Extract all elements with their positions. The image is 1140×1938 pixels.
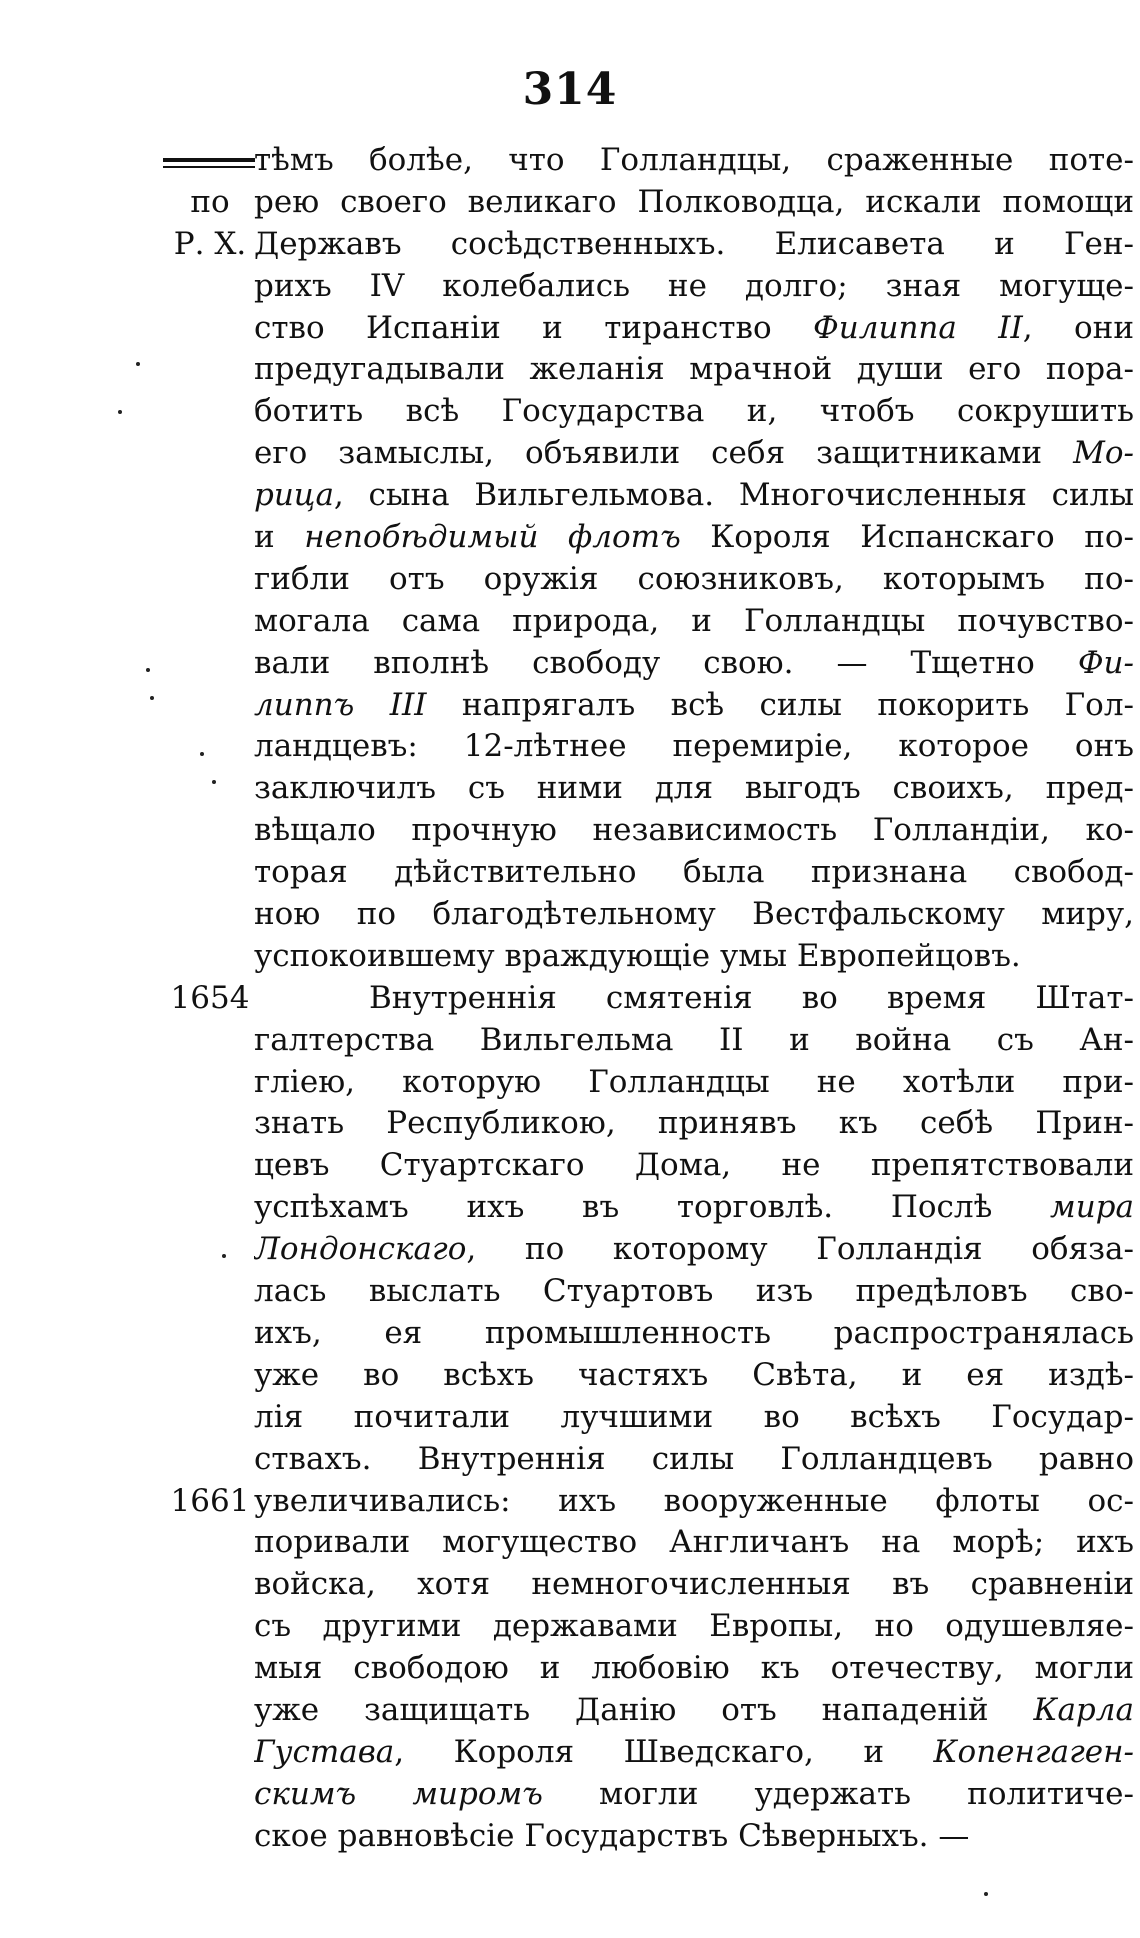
text-line bbox=[254, 1690, 1134, 1732]
italic-text: Лондонскаго bbox=[254, 1231, 467, 1268]
text-run: цевъ Стуартскаго Дома, не препятствовали bbox=[254, 1147, 1134, 1184]
text-run: рею своего великаго Полководца, искали помощи bbox=[254, 183, 1134, 220]
italic-text: мира bbox=[1050, 1189, 1134, 1226]
text-line bbox=[254, 1564, 1134, 1606]
text-line bbox=[254, 1439, 1134, 1481]
text-line bbox=[254, 1816, 1134, 1858]
italic-text: скимъ миромъ bbox=[254, 1775, 543, 1812]
text-run: могала сама природа, и Голландцы почувство- bbox=[254, 602, 1134, 639]
text-run: уже во всѣхъ частяхъ Свѣта, и ея издѣ- bbox=[254, 1356, 1134, 1393]
italic-text: Густава bbox=[254, 1733, 395, 1770]
text-run: предугадывали желанія мрачной души его пора- bbox=[254, 351, 1134, 388]
text-line bbox=[254, 1020, 1134, 1062]
text-line bbox=[254, 1648, 1134, 1690]
text-line bbox=[254, 1062, 1134, 1104]
italic-text: Филиппа II bbox=[813, 309, 1023, 346]
text-line bbox=[254, 1313, 1134, 1355]
text-run: заключилъ съ ними для выгодъ своихъ, пред- bbox=[254, 770, 1134, 807]
text-run: вали вполнѣ свободу свою. — Тщетно bbox=[254, 644, 1078, 681]
text-run: ною по благодѣтельному Вестфальскому миру, bbox=[254, 896, 1134, 933]
text-run: гліею, которую Голландцы не хотѣли при- bbox=[254, 1063, 1134, 1100]
text-run: и bbox=[254, 519, 305, 556]
text-run: успокоившему враждующіе умы Европейцовъ. bbox=[254, 937, 1021, 974]
text-line bbox=[254, 936, 1134, 978]
text-line bbox=[254, 1397, 1134, 1439]
text-run: , по которому Голландія обяза- bbox=[466, 1231, 1134, 1268]
text-line bbox=[254, 349, 1134, 391]
text-run: , сына Вильгельмова. Многочисленныя силы bbox=[333, 477, 1134, 514]
text-line bbox=[254, 308, 1134, 350]
print-speck bbox=[200, 752, 204, 756]
text-line bbox=[254, 1774, 1134, 1816]
text-run: тѣмъ болѣе, что Голландцы, сраженные поте- bbox=[254, 142, 1134, 178]
italic-text: Копенгаген- bbox=[933, 1733, 1134, 1770]
text-run: галтерства Вильгельма II и война съ Ан- bbox=[254, 1021, 1134, 1058]
text-run: лія почитали лучшими во всѣхъ Государ- bbox=[254, 1398, 1134, 1435]
text-line bbox=[254, 852, 1134, 894]
text-line bbox=[254, 894, 1134, 936]
text-run: мыя свободою и любовію къ отечеству, могли bbox=[254, 1650, 1134, 1687]
text-run: ландцевъ: 12-лѣтнее перемиріе, которое онъ bbox=[254, 728, 1134, 765]
page-number: 314 bbox=[522, 64, 618, 115]
text-run: рихъ IV колебались не долго; зная могуще- bbox=[254, 267, 1134, 304]
text-line bbox=[254, 768, 1134, 810]
text-line bbox=[254, 978, 1134, 1020]
italic-text: Фи- bbox=[1077, 644, 1134, 681]
print-speck bbox=[222, 1254, 226, 1258]
print-speck bbox=[118, 410, 122, 414]
text-line bbox=[254, 517, 1134, 559]
text-line bbox=[254, 601, 1134, 643]
text-run: ихъ, ея промышленность распространялась bbox=[254, 1314, 1134, 1351]
text-run: успѣхамъ ихъ въ торговлѣ. Послѣ bbox=[254, 1189, 1050, 1226]
text-line bbox=[254, 266, 1134, 308]
margin-note: 1661 bbox=[170, 1482, 250, 1519]
text-line bbox=[254, 685, 1134, 727]
text-run: поривали могущество Англичанъ на морѣ; ихъ bbox=[254, 1524, 1134, 1561]
text-line bbox=[254, 1606, 1134, 1648]
italic-text: рица bbox=[254, 477, 334, 514]
text-run: лась выслать Стуартовъ изъ предѣловъ сво- bbox=[254, 1273, 1134, 1310]
text-run: ство Испаніи и тиранство bbox=[254, 309, 814, 346]
text-line bbox=[254, 810, 1134, 852]
text-run: , они bbox=[1022, 309, 1134, 346]
text-run: Короля Испанскаго по- bbox=[680, 519, 1134, 556]
body-text bbox=[254, 140, 1134, 1858]
italic-text: Мо- bbox=[1073, 435, 1134, 472]
text-run: вѣщало прочную независимость Голландіи, ко- bbox=[254, 812, 1134, 849]
text-line bbox=[254, 475, 1134, 517]
margin-note: по bbox=[190, 183, 230, 220]
text-run: увеличивались: ихъ вооруженные флоты ос- bbox=[254, 1482, 1134, 1519]
text-line bbox=[254, 1187, 1134, 1229]
italic-text: непобѣдимый флотъ bbox=[304, 519, 681, 556]
text-line bbox=[254, 140, 1134, 182]
italic-text: липпъ III bbox=[254, 686, 427, 723]
text-line bbox=[254, 1355, 1134, 1397]
text-run: ствахъ. Внутреннія силы Голландцевъ равно bbox=[254, 1440, 1134, 1477]
text-run: торая дѣйствительно была признана свобод- bbox=[254, 854, 1134, 891]
text-line bbox=[254, 182, 1134, 224]
text-line bbox=[254, 1522, 1134, 1564]
text-line bbox=[254, 391, 1134, 433]
print-speck bbox=[150, 696, 154, 700]
margin-note: 1654 bbox=[170, 980, 250, 1016]
text-line bbox=[254, 224, 1134, 266]
text-run: Державъ сосѣдственныхъ. Елисавета и Ген- bbox=[254, 225, 1134, 262]
section-rule bbox=[163, 158, 255, 162]
margin-note: Р. Х. bbox=[173, 225, 247, 262]
text-run: могли удержать политиче- bbox=[542, 1775, 1134, 1812]
text-line bbox=[254, 1732, 1134, 1774]
italic-text: Карла bbox=[1033, 1691, 1134, 1728]
text-run: , Короля Шведскаго, и bbox=[394, 1733, 934, 1770]
text-line bbox=[254, 726, 1134, 768]
text-run: съ другими державами Европы, но одушевляе- bbox=[254, 1608, 1134, 1645]
text-run: ботить всѣ Государства и, чтобъ сокрушить bbox=[254, 393, 1134, 430]
text-run: знать Республикою, принявъ къ себѣ Прин- bbox=[254, 1105, 1134, 1142]
text-run: его замыслы, объявили себя защитниками bbox=[254, 435, 1074, 472]
text-run: гибли отъ оружія союзниковъ, которымъ по- bbox=[254, 560, 1134, 597]
text-run: Внутреннія смятенія во время Штат- bbox=[369, 979, 1134, 1016]
text-run: войска, хотя немногочисленныя въ сравненіи bbox=[254, 1566, 1134, 1603]
text-line bbox=[254, 643, 1134, 685]
text-line bbox=[254, 1481, 1134, 1523]
text-line bbox=[254, 1271, 1134, 1313]
print-speck bbox=[984, 1892, 988, 1896]
print-speck bbox=[212, 780, 216, 784]
text-line bbox=[254, 433, 1134, 475]
text-line bbox=[254, 1103, 1134, 1145]
text-line bbox=[254, 1229, 1134, 1271]
print-speck bbox=[136, 362, 140, 366]
print-speck bbox=[146, 668, 150, 672]
text-run: напрягалъ всѣ силы покорить Гол- bbox=[426, 686, 1134, 723]
text-line bbox=[254, 559, 1134, 601]
text-line bbox=[254, 1145, 1134, 1187]
text-run: ское равновѣсіе Государствъ Сѣверныхъ. — bbox=[254, 1817, 970, 1854]
text-run: уже защищать Данію отъ нападеній bbox=[254, 1691, 1034, 1728]
